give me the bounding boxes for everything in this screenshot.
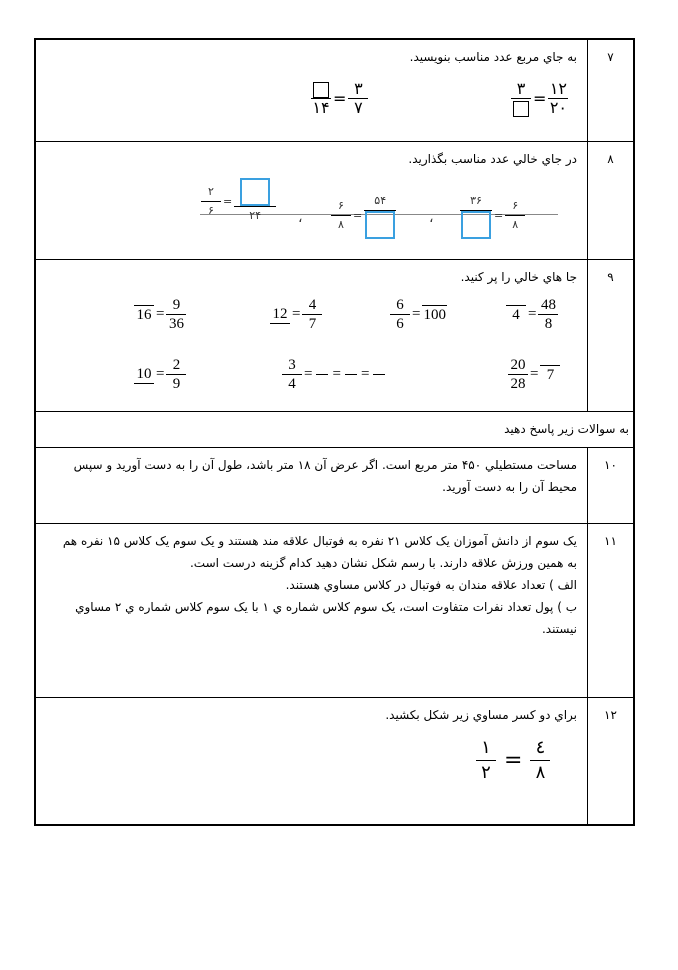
question-text: در جاي خالي عدد مناسب بگذاريد. [408, 152, 577, 166]
denominator: ۸ [512, 218, 519, 231]
numerator: ۱ [476, 736, 496, 761]
denominator: 28 [510, 376, 526, 392]
question-9-row [36, 260, 633, 412]
question-text-line: به همين ورزش علاقه دارند. با رسم شکل نشان دهيد کدام گزينه درست است. [189, 556, 577, 570]
denominator: ۲۰ [549, 98, 567, 117]
fraction-equation: 4 = $\frac{48}{8}$ [506, 296, 558, 333]
separator: ، [298, 210, 303, 226]
worksheet-table [34, 38, 635, 826]
fraction-equation: ۶ ۸ = ۵۴ [331, 192, 396, 239]
denominator [364, 211, 396, 239]
question-text: براي دو کسر مساوي زير شکل بکشيد. [385, 708, 577, 722]
separator: ، [429, 210, 434, 226]
option-b-continued: نيستند. [541, 622, 577, 636]
fraction-equation: ۱۴ = ۳ ۷ [311, 80, 368, 117]
empty-box[interactable] [513, 101, 529, 117]
denominator: 6 [396, 316, 404, 332]
question-12-row [36, 698, 633, 826]
numerator: ۳۶ [460, 192, 492, 211]
numerator: ۵۴ [364, 192, 396, 211]
question-8-row [36, 142, 633, 260]
fraction-equation: $\frac{20}{28}$ = 7 [508, 356, 560, 393]
section-header: به سوالات زير پاسخ دهيد [504, 422, 629, 436]
denominator [511, 99, 531, 117]
numerator: ۲ [201, 183, 221, 202]
numerator: 9 [166, 296, 186, 315]
question-number: ۸ [587, 142, 633, 259]
numerator: ۶ [331, 197, 351, 216]
question-text: به جاي مربع عدد مناسب بنويسيد. [409, 50, 577, 64]
denominator: ۲۴ [249, 209, 262, 222]
question-10-row [36, 448, 633, 524]
question-text-line: محيط آن را به دست آوريد. [442, 480, 577, 494]
fraction-equation: 16 = $\frac{9}{36}$ [134, 296, 186, 333]
blank-fraction[interactable] [316, 374, 328, 375]
denominator: 9 [172, 376, 181, 392]
question-11-row [36, 524, 633, 698]
numerator: 2 [166, 356, 186, 375]
denominator: 16 [136, 307, 152, 323]
question-number: ۱۱ [587, 524, 633, 697]
denominator: ٨ [535, 762, 546, 783]
denominator: 4 [512, 307, 520, 323]
question-number: ۱۰ [587, 448, 633, 523]
denominator: ۶ [208, 204, 214, 217]
fraction-equation: 12 = $\frac{4}{7}$ [270, 296, 322, 333]
denominator: ۸ [338, 218, 344, 231]
numerator: 48 [538, 296, 558, 315]
option-b: ب ) پول تعداد نفرات متفاوت است، يک سوم کلاس شماره ي ۱ با يک سوم کلاس شماره ي ۲ مساوي [75, 600, 577, 614]
question-text-line: يک سوم از دانش آموزان يک کلاس ۲۱ نفره به فوتبال علاقه مند هستند و يک سوم يک کلاس ۱۵ نفره هم [62, 534, 577, 548]
numerator: ۱۲ [549, 79, 567, 98]
numerator: 10 [134, 365, 154, 384]
numerator: 20 [508, 356, 528, 375]
numerator: ۶ [505, 197, 525, 216]
question-number: ۱۲ [587, 698, 633, 826]
numerator: ٤ [530, 736, 550, 761]
denominator: 36 [168, 316, 184, 332]
question-7-row [36, 40, 633, 142]
fraction-equation: 10 = $\frac{2}{9}$ [134, 356, 186, 393]
blank-fraction[interactable] [345, 374, 357, 375]
fraction-chain: $\frac{3}{4}$ = = = [282, 356, 387, 393]
numerator [311, 80, 331, 99]
numerator: ۳ [511, 80, 531, 99]
numerator: 12 [270, 305, 290, 324]
question-text: جا هاي خالي را پر کنيد. [460, 270, 577, 284]
denominator: ۲ [481, 762, 491, 783]
section-header-row [36, 412, 633, 448]
blank-fraction[interactable] [373, 374, 385, 375]
option-a: الف ) تعداد علاقه مندان به فوتبال در کلاس مساوي هستند. [285, 578, 577, 592]
question-text-line: مساحت مستطيلي ۴۵۰ متر مربع است. اگر عرض آن ۱۸ متر باشد، طول آن را به دست آوريد و سپس [73, 458, 577, 472]
answer-box[interactable] [365, 211, 395, 239]
numerator: 3 [282, 356, 302, 375]
fraction-equation: ۱ ۲ = ٤ ٨ [476, 736, 550, 785]
denominator: 100 [423, 307, 446, 323]
fraction-equation: ۲ ۶ = ۲۴ [201, 178, 276, 225]
numerator: ۳ [348, 80, 368, 99]
denominator: 8 [544, 316, 553, 332]
denominator [460, 211, 492, 239]
denominator: ۷ [354, 98, 363, 117]
fraction-equation: ۳۶ = ۶ ۸ [460, 192, 525, 239]
empty-box[interactable] [313, 82, 329, 98]
denominator: 7 [308, 316, 317, 332]
answer-box[interactable] [461, 211, 491, 239]
answer-box[interactable] [240, 178, 270, 206]
denominator: 4 [288, 376, 296, 392]
fraction-equation: $\frac{6}{6}$ = 100 [390, 296, 447, 333]
question-number: ۹ [587, 260, 633, 411]
denominator: ۱۴ [312, 98, 330, 117]
numerator [234, 178, 276, 207]
numerator: 6 [390, 296, 410, 315]
question-number: ۷ [587, 40, 633, 141]
numerator: 4 [302, 296, 322, 315]
fraction-equation: ۳ = ۱۲ ۲۰ [511, 80, 568, 117]
denominator: 7 [546, 367, 555, 383]
